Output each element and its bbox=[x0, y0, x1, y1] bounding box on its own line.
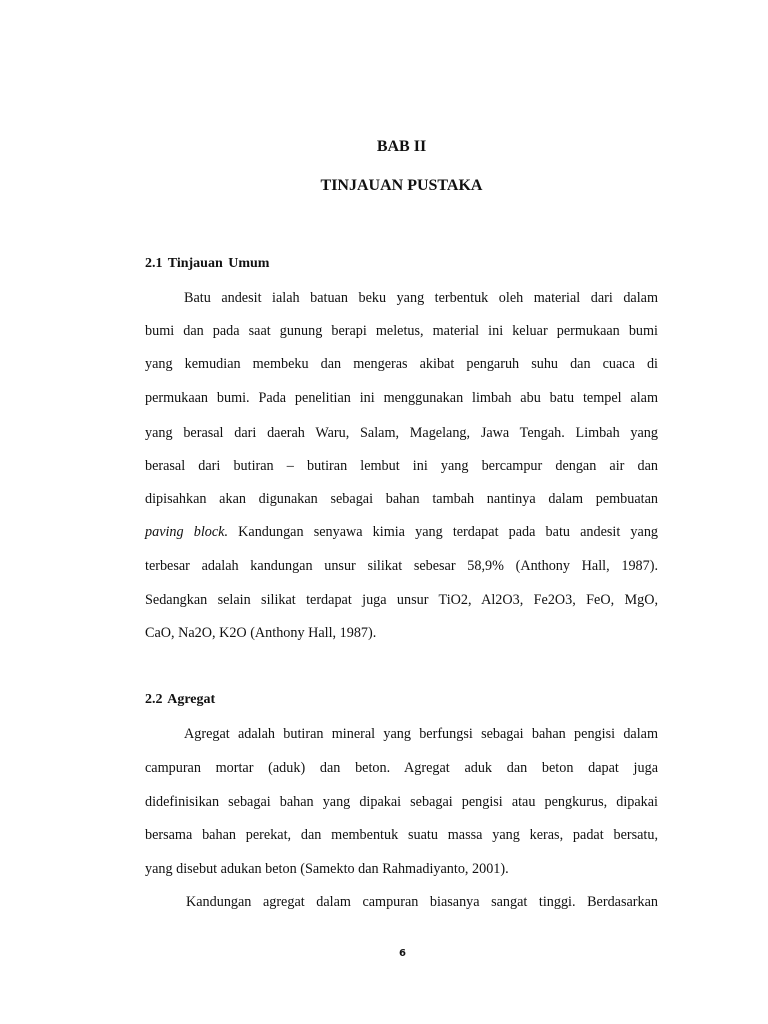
chapter-title: TINJAUAN PUSTAKA bbox=[320, 177, 483, 194]
paragraph-line: Agregat adalah butiran mineral yang berfungsi sebagai bahan pengisi dalam bbox=[184, 726, 658, 742]
paragraph-line: terbesar adalah kandungan unsur silikat sebesar 58,9% (Anthony Hall, 1987). bbox=[145, 558, 658, 574]
paragraph-line: dipisahkan akan digunakan sebagai bahan tambah nantinya dalam pembuatan bbox=[145, 491, 658, 507]
section-heading-agregat: 2.2 Agregat bbox=[145, 692, 216, 707]
paragraph-line: Kandungan agregat dalam campuran biasanya sangat tinggi. Berdasarkan bbox=[186, 894, 658, 910]
paragraph-line-with-term bbox=[145, 522, 658, 542]
paragraph-line: berasal dari butiran – butiran lembut ini yang bercampur dengan air dan bbox=[145, 458, 658, 474]
paragraph-line: bumi dan pada saat gunung berapi meletus, material ini keluar permukaan bumi bbox=[145, 323, 658, 339]
paragraph-line: yang berasal dari daerah Waru, Salam, Magelang, Jawa Tengah. Limbah yang bbox=[145, 425, 658, 441]
paragraph-line: Sedangkan selain silikat terdapat juga unsur TiO2, Al2O3, Fe2O3, FeO, MgO, bbox=[145, 592, 658, 608]
paragraph-line-rest: Kandungan senyawa kimia yang terdapat pada batu andesit yang bbox=[238, 524, 659, 540]
paragraph-line: permukaan bumi. Pada penelitian ini menggunakan limbah abu batu tempel alam bbox=[145, 390, 658, 406]
chapter-label: BAB II bbox=[376, 138, 427, 155]
page-number: 6 bbox=[399, 948, 406, 959]
paragraph-line: campuran mortar (aduk) dan beton. Agregat aduk dan beton dapat juga bbox=[145, 760, 658, 776]
paragraph-line: yang disebut adukan beton (Samekto dan Rahmadiyanto, 2001). bbox=[145, 861, 509, 877]
paragraph-line: yang kemudian membeku dan mengeras akibat pengaruh suhu dan cuaca di bbox=[145, 356, 658, 372]
paragraph-line: bersama bahan perekat, dan membentuk suatu massa yang keras, padat bersatu, bbox=[145, 827, 658, 843]
paragraph-line: CaO, Na2O, K2O (Anthony Hall, 1987). bbox=[145, 625, 377, 641]
section-heading-tinjauan-umum: 2.1 Tinjauan Umum bbox=[145, 256, 270, 271]
italic-term: paving block. bbox=[145, 524, 229, 540]
paragraph-line: didefinisikan sebagai bahan yang dipakai sebagai pengisi atau pengkurus, dipakai bbox=[145, 794, 658, 810]
paragraph-line: Batu andesit ialah batuan beku yang terbentuk oleh material dari dalam bbox=[184, 290, 658, 306]
